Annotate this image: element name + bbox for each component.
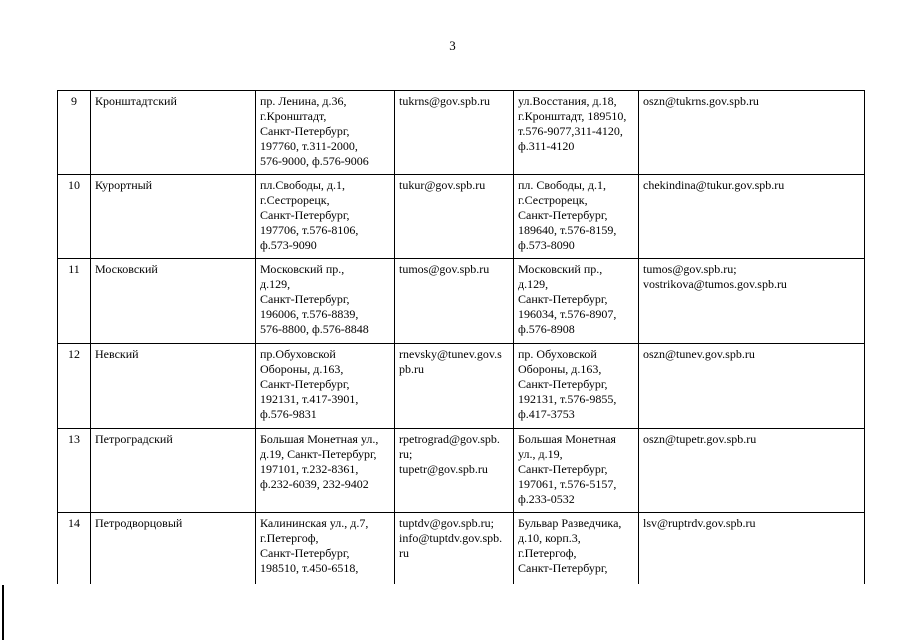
admin-address: Московский пр., д.129, Санкт-Петербург, 196006, т.576-8839, 576-8800, ф.576-8848 xyxy=(256,259,395,344)
social-dept-email: lsv@ruptrdv.gov.spb.ru xyxy=(639,513,865,585)
table-row xyxy=(58,513,865,585)
admin-email: rnevsky@tunev.gov.s pb.ru xyxy=(395,344,514,429)
admin-address: Большая Монетная ул., д.19, Санкт-Петербург, 197101, т.232-8361, ф.232-6039, 232-9402 xyxy=(256,429,395,513)
district-name: Петродворцовый xyxy=(91,513,256,585)
admin-email: tukrns@gov.spb.ru xyxy=(395,91,514,175)
district-name: Московский xyxy=(91,259,256,344)
social-dept-email: oszn@tukrns.gov.spb.ru xyxy=(639,91,865,175)
row-number: 12 xyxy=(58,344,91,429)
admin-email: tuptdv@gov.spb.ru; info@tuptdv.gov.spb. ru xyxy=(395,513,514,585)
district-name: Курортный xyxy=(91,175,256,259)
row-number: 14 xyxy=(58,513,91,585)
admin-email: tukur@gov.spb.ru xyxy=(395,175,514,259)
admin-address: Калининская ул., д.7, г.Петергоф, Санкт-Петербург, 198510, т.450-6518, xyxy=(256,513,395,585)
table-row xyxy=(58,175,865,259)
row-number: 13 xyxy=(58,429,91,513)
admin-email: rpetrograd@gov.spb. ru; tupetr@gov.spb.ru xyxy=(395,429,514,513)
social-dept-address: пл. Свободы, д.1, г.Сестрорецк, Санкт-Петербург, 189640, т.576-8159, ф.573-8090 xyxy=(514,175,639,259)
table-row xyxy=(58,91,865,175)
social-dept-email: oszn@tupetr.gov.spb.ru xyxy=(639,429,865,513)
district-name: Петроградский xyxy=(91,429,256,513)
admin-address: пр. Ленина, д.36, г.Кронштадт, Санкт-Петербург, 197760, т.311-2000, 576-9000, ф.576-9006 xyxy=(256,91,395,175)
social-dept-address: ул.Восстания, д.18, г.Кронштадт, 189510, т.576-9077,311-4120, ф.311-4120 xyxy=(514,91,639,175)
social-dept-email: chekindina@tukur.gov.spb.ru xyxy=(639,175,865,259)
social-dept-address: Московский пр., д.129, Санкт-Петербург, 196034, т.576-8907, ф.576-8908 xyxy=(514,259,639,344)
social-dept-address: Бульвар Разведчика, д.10, корп.3, г.Петергоф, Санкт-Петербург, xyxy=(514,513,639,585)
row-number: 10 xyxy=(58,175,91,259)
social-dept-address: Большая Монетная ул., д.19, Санкт-Петербург, 197061, т.576-5157, ф.233-0532 xyxy=(514,429,639,513)
table-row xyxy=(58,344,865,429)
table-row xyxy=(58,259,865,344)
admin-address: пл.Свободы, д.1, г.Сестрорецк, Санкт-Петербург, 197706, т.576-8106, ф.573-9090 xyxy=(256,175,395,259)
row-number: 9 xyxy=(58,91,91,175)
table-row xyxy=(58,429,865,513)
social-dept-email: oszn@tunev.gov.spb.ru xyxy=(639,344,865,429)
admin-address: пр.Обуховской Обороны, д.163, Санкт-Петербург, 192131, т.417-3901, ф.576-9831 xyxy=(256,344,395,429)
social-dept-address: пр. Обуховской Обороны, д.163, Санкт-Петербург, 192131, т.576-9855, ф.417-3753 xyxy=(514,344,639,429)
social-dept-email: tumos@gov.spb.ru; vostrikova@tumos.gov.spb.ru xyxy=(639,259,865,344)
district-name: Невский xyxy=(91,344,256,429)
admin-email: tumos@gov.spb.ru xyxy=(395,259,514,344)
district-name: Кронштадтский xyxy=(91,91,256,175)
row-number: 11 xyxy=(58,259,91,344)
page-number: 3 xyxy=(449,38,456,53)
districts-table xyxy=(57,90,865,584)
scan-edge-line xyxy=(2,585,4,640)
